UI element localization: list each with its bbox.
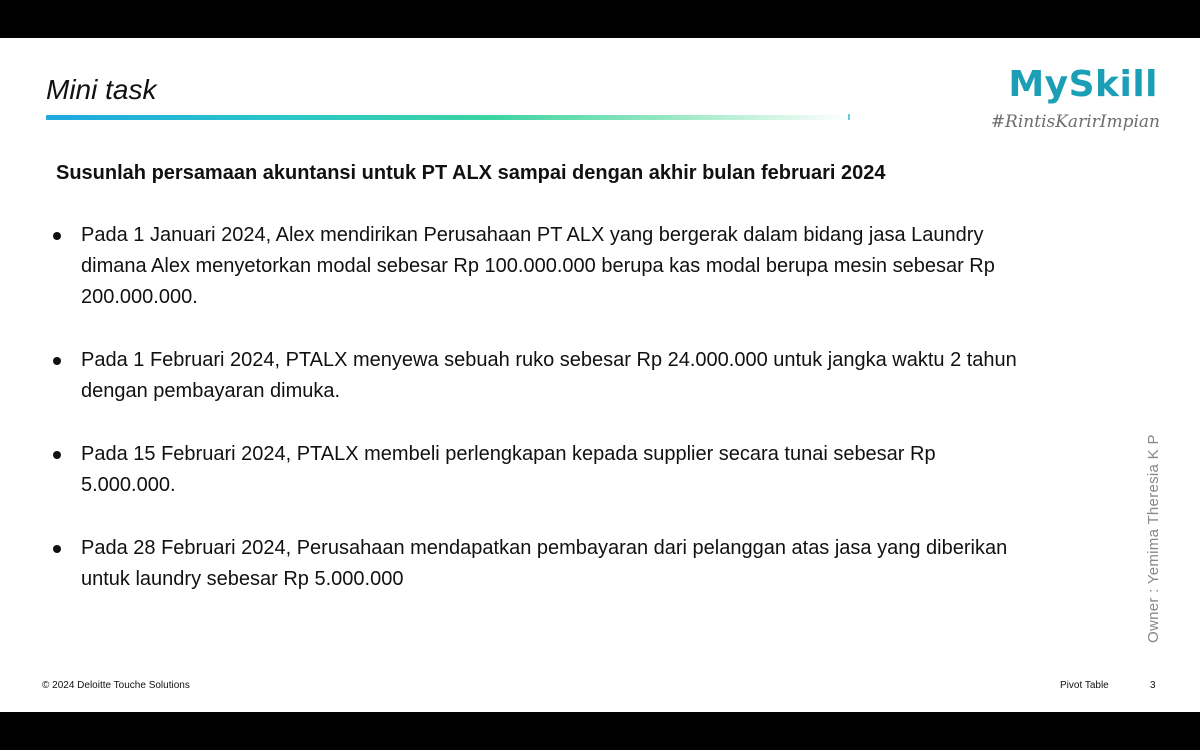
underline-end-tick [848,114,850,120]
bullet-dot-icon [53,357,61,365]
bullet-dot-icon [53,451,61,459]
bullet-dot-icon [53,232,61,240]
slide-title: Mini task [46,74,157,105]
owner-label: Owner : Yemima Theresia K P [1145,434,1162,643]
list-item [46,439,1026,501]
list-item [46,345,1026,407]
list-item [46,533,1026,595]
list-item-text: Pada 1 Januari 2024, Alex mendirikan Perusahaan PT ALX yang bergerak dalam bidang jasa Laundry dimana Alex menyetorkan modal sebesar Rp 100.000.000 berupa kas modal berupa mesin sebesar Rp 200.000.000. [81,224,995,308]
task-list [46,220,1026,595]
list-item [46,220,1026,313]
title-underline [46,115,850,120]
footer-section: Pivot Table [1060,680,1109,691]
bullet-dot-icon [53,545,61,553]
list-item-text: Pada 1 Februari 2024, PTALX menyewa sebuah ruko sebesar Rp 24.000.000 untuk jangka waktu 2 tahun dengan pembayaran dimuka. [81,349,1017,402]
page-number: 3 [1150,680,1156,691]
slide [0,38,1200,712]
letterbox-top [0,0,1200,38]
task-heading: Susunlah persamaan akuntansi untuk PT ALX sampai dengan akhir bulan februari 2024 [56,162,886,184]
list-item-text: Pada 28 Februari 2024, Perusahaan mendapatkan pembayaran dari pelanggan atas jasa yang diberikan untuk laundry sebesar Rp 5.000.000 [81,537,1008,590]
letterbox-bottom [0,712,1200,750]
footer-copyright: © 2024 Deloitte Touche Solutions [42,680,190,691]
list-item-text: Pada 15 Februari 2024, PTALX membeli perlengkapan kepada supplier secara tunai sebesar Rp 5.000.000. [81,443,936,496]
logo-tagline: #RintisKarirImpian [990,112,1160,132]
myskill-logo: MySkill [1008,64,1158,105]
